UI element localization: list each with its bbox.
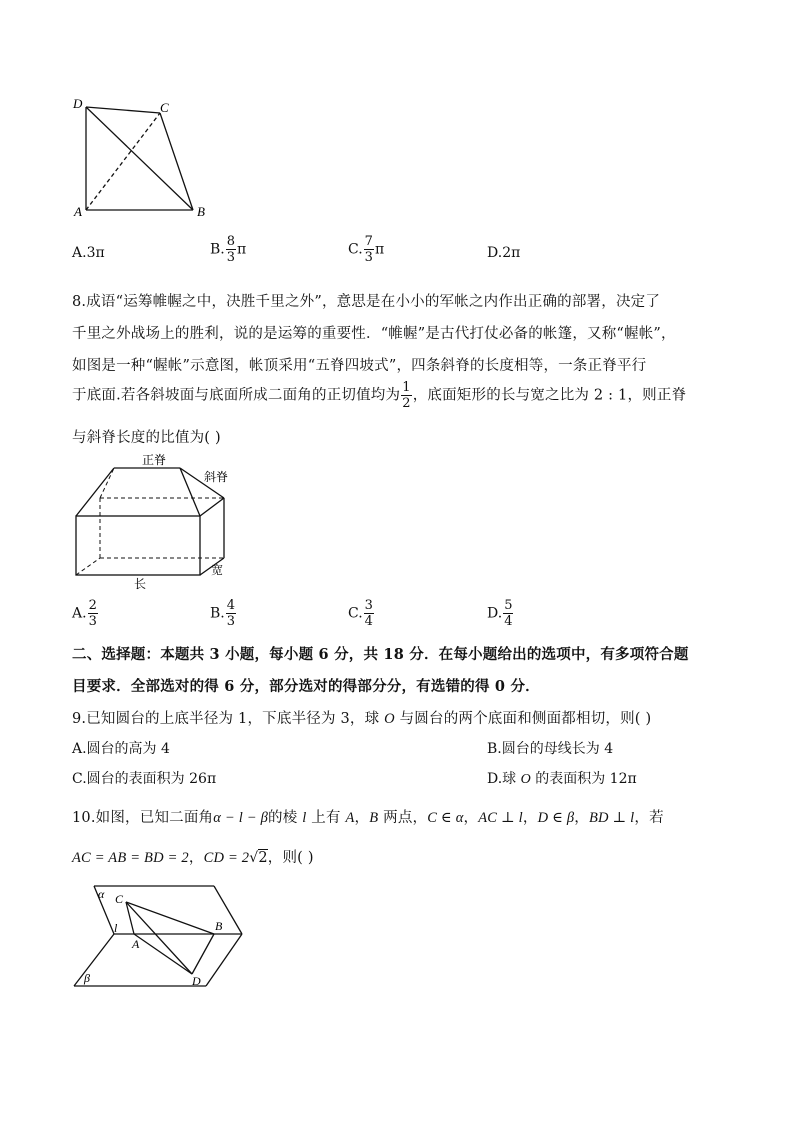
edge-CB (160, 113, 193, 210)
sqrt-symbol: √ (249, 850, 259, 866)
q8-option-d[interactable]: D. $\frac{5}{4}$ (487, 598, 513, 629)
section2-heading-line-2: 目要求．全部选对的得 6 分，部分选对的得部分分，有选错的得 0 分． (72, 678, 540, 695)
segment-BD (192, 934, 214, 974)
fraction: $\frac{2}{3}$ (88, 598, 97, 629)
fraction: $\frac{7}{3}$ (364, 234, 373, 265)
q8-line-2: 千里之外战场上的胜利，说的是运筹的重要性．“帷幄”是古代打仗必备的帐篷，又称“幄帐”， (72, 326, 676, 342)
fraction: $\frac{3}{4}$ (364, 598, 373, 629)
q10-line-1: 10.如图，已知二面角α − l − β的棱 l 上有 A，B 两点，C ∈ α，AC ⊥ l，D ∈ β，BD ⊥ l，若 (72, 810, 664, 826)
segment-AD (134, 934, 192, 974)
q9-option-d[interactable]: D.球 O 的表面积为 12π (487, 771, 637, 787)
q8-line-3: 如图是一种“幄帐”示意图，帐顶采用“五脊四坡式”，四条斜脊的长度相等，一条正脊平行 (72, 358, 647, 374)
fraction: $\frac{8}{3}$ (226, 234, 236, 265)
q8-line-1: 8.成语“运筹帷幄之中，决胜千里之外”，意思是在小小的军帐之内作出正确的部署，决定了 (72, 294, 661, 310)
q10-line-2: AC = AB = BD = 2，CD = 2√2，则( ) (72, 850, 314, 866)
figure-q7 (66, 95, 216, 225)
fraction: $\frac{4}{3}$ (226, 598, 236, 629)
q9-option-b[interactable]: B.圆台的母线长为 4 (487, 741, 614, 757)
hidden-bottom-left (76, 558, 100, 575)
label-beta: β (84, 971, 90, 985)
label-C: C (115, 892, 124, 906)
label-A: A (74, 204, 82, 219)
segment-CB (126, 902, 214, 934)
front-face (76, 516, 200, 575)
label-B: B (215, 919, 223, 933)
right-top-edge (200, 498, 224, 516)
label-D: D (192, 974, 201, 988)
q8-line-5: 与斜脊长度的比值为( ) (72, 430, 221, 446)
q9-option-a[interactable]: A.圆台的高为 4 (72, 741, 170, 757)
edge-AC-hidden (86, 113, 160, 210)
beta-left-edge (74, 934, 114, 986)
q7-option-d[interactable]: D.2π (487, 245, 521, 261)
edge-DB (86, 107, 193, 210)
label-C: C (160, 100, 169, 115)
label-slant-ridge: 斜脊 (204, 470, 229, 484)
q7-option-b[interactable]: B. $\frac{8}{3}$ π (210, 234, 247, 265)
q8-option-b[interactable]: B. $\frac{4}{3}$ (210, 598, 236, 629)
label-alpha: α (98, 887, 105, 901)
label-A: A (132, 937, 140, 951)
q8-option-c[interactable]: C. $\frac{3}{4}$ (348, 598, 373, 629)
q8-option-a[interactable]: A. $\frac{2}{3}$ (72, 598, 97, 629)
label-D: D (73, 96, 83, 111)
fraction-one-half: $\frac{1}{2}$ (402, 380, 411, 411)
sqrt-radicand: 2 (258, 850, 268, 866)
q7-option-a[interactable]: A.3π (72, 245, 105, 261)
label-l: l (114, 921, 118, 935)
beta-right-edge (206, 934, 242, 986)
q9-option-c[interactable]: C.圆台的表面积为 26π (72, 771, 217, 787)
q7-option-c[interactable]: C. $\frac{7}{3}$ π (348, 234, 385, 265)
label-ridge: 正脊 (142, 453, 167, 467)
label-length: 长 (134, 577, 147, 590)
label-B: B (197, 204, 205, 219)
figure-q8-tent (66, 450, 246, 590)
q9-stem: 9.已知圆台的上底半径为 1，下底半径为 3，球 O 与圆台的两个底面和侧面都相切，则( ) (72, 711, 652, 727)
slant-ridge-front-left (76, 468, 114, 516)
fraction: $\frac{5}{4}$ (504, 598, 513, 629)
q8-line-4: 于底面.若各斜坡面与底面所成二面角的正切值均为 $\frac{1}{2}$ ，底面矩形的长与宽之比为 2 : 1，则正脊 (72, 380, 687, 411)
section2-heading-line-1: 二、选择题：本题共 3 小题，每小题 6 分，共 18 分．在每小题给出的选项中，有多项符合题 (72, 646, 689, 663)
edge-DC (86, 107, 160, 113)
figure-q10-dihedral (66, 878, 256, 993)
label-width: 宽 (211, 563, 224, 577)
